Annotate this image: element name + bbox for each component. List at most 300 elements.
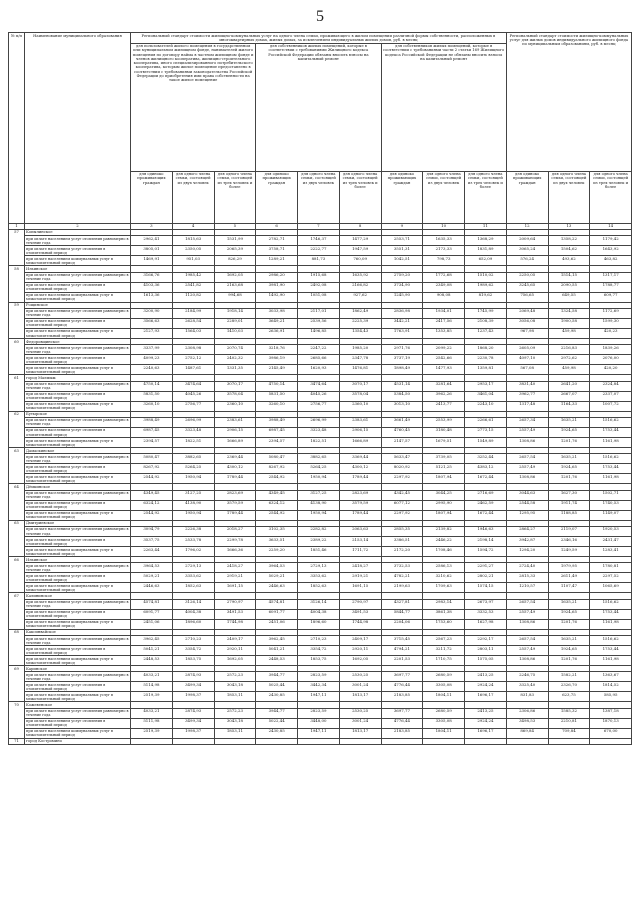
cost-value: 2108,39 xyxy=(465,318,507,328)
cost-value: 3882,65 xyxy=(298,454,340,464)
cost-value: 3986,19 xyxy=(256,355,298,365)
cost-value: 1853,11 xyxy=(214,728,256,738)
cost-value: 1237,43 xyxy=(465,328,507,338)
empty-cell xyxy=(131,738,173,744)
cost-value: 2418,27 xyxy=(214,563,256,573)
municipality-number: 68 xyxy=(9,629,25,665)
payment-mode-label: при оплате населением коммунальных услуг в межотопительный период xyxy=(25,692,131,702)
cost-value: 1692,05 xyxy=(214,272,256,282)
cost-value: 4033,21 xyxy=(131,708,173,718)
cost-value: 1804,11 xyxy=(423,728,465,738)
cost-value: 1744,98 xyxy=(214,619,256,629)
cost-value: 2729,13 xyxy=(298,563,340,573)
table-row xyxy=(9,682,632,692)
payment-mode-label: при оплате населением коммунальных услуг в межотопительный период xyxy=(25,583,131,593)
cost-value: 3127,25 xyxy=(298,490,340,500)
cost-value: 2069,48 xyxy=(506,308,548,318)
payment-mode-label: при оплате населением коммунальных услуг в межотопительный период xyxy=(25,547,131,557)
cost-value: 1679,51 xyxy=(423,438,465,448)
cost-value: 3323,48 xyxy=(172,427,214,437)
payment-mode-label: при оплате населением коммунальных услуг в межотопительный период xyxy=(25,365,131,375)
cost-value: 2446,63 xyxy=(131,583,173,593)
cost-value: 3442,34 xyxy=(298,682,340,692)
cost-value: 1998,37 xyxy=(172,692,214,702)
column-number: 5 xyxy=(214,223,256,229)
cost-value: 2289,01 xyxy=(214,318,256,328)
cost-value: 4574,81 xyxy=(256,599,298,609)
cost-value: 881,73 xyxy=(298,256,340,266)
cost-value: 3218,76 xyxy=(256,345,298,355)
cost-value: 1575,05 xyxy=(465,656,507,666)
cost-value: 1753,44 xyxy=(590,609,632,619)
cost-value: 2557,49 xyxy=(506,646,548,656)
cost-value: 1387,18 xyxy=(590,708,632,718)
table-row xyxy=(9,573,632,583)
cost-value: 463,82 xyxy=(590,256,632,266)
cost-value: 2306,86 xyxy=(506,708,548,718)
table-row xyxy=(9,454,632,464)
payment-mode-label: при оплате населением коммунальных услуг в межотопительный период xyxy=(25,728,131,738)
table-row xyxy=(9,636,632,646)
cost-value: 2291,27 xyxy=(465,563,507,573)
cost-value: 1065,69 xyxy=(590,583,632,593)
cost-value: 4349,45 xyxy=(131,490,173,500)
municipality-name: Рощинское xyxy=(25,302,131,308)
cost-value: 4045,26 xyxy=(298,391,340,401)
cost-value: 2657,54 xyxy=(506,599,548,609)
cost-value: 5114,98 xyxy=(131,682,173,692)
table-row xyxy=(9,526,632,536)
cost-value: 1789,44 xyxy=(339,474,381,484)
header-h1: для одиноко проживающих граждан xyxy=(256,171,298,223)
cost-value: 2557,49 xyxy=(506,609,548,619)
cost-value: 5264,25 xyxy=(172,464,214,474)
cost-value: 1188,85 xyxy=(548,510,590,520)
cost-value: 3180,48 xyxy=(423,427,465,437)
cost-value: 2409,17 xyxy=(339,636,381,646)
table-row xyxy=(9,318,632,328)
empty-cell xyxy=(256,738,298,744)
cost-value: 567,08 xyxy=(506,365,548,375)
table-row xyxy=(9,583,632,593)
cost-value: 3579,59 xyxy=(339,500,381,510)
municipality-name: Дамаскинское xyxy=(25,448,131,454)
cost-value: 3369,44 xyxy=(339,454,381,464)
municipality-number: 65 xyxy=(9,520,25,556)
payment-mode-label: при оплате населением услуг отопления в отопительный период xyxy=(25,246,131,256)
cost-value: 2369,44 xyxy=(214,454,256,464)
cost-value: 1161,98 xyxy=(590,656,632,666)
cost-value: 1564,03 xyxy=(172,328,214,338)
payment-mode-label: при оплате населением услуг отопления в отопительный период xyxy=(25,609,131,619)
cost-value: 1201,76 xyxy=(548,619,590,629)
cost-value: 709,84 xyxy=(548,728,590,738)
payment-mode-label: при оплате населением услуг отопления в отопительный период xyxy=(25,682,131,692)
cost-value: 4045,26 xyxy=(172,391,214,401)
cost-value: 1918,14 xyxy=(214,308,256,318)
cost-value: 951,03 xyxy=(172,256,214,266)
cost-value: 2230,78 xyxy=(465,355,507,365)
cost-value: 4103,36 xyxy=(131,282,173,292)
cost-value: 2216,83 xyxy=(548,345,590,355)
cost-value: 2729,13 xyxy=(172,563,214,573)
cost-value: 1985,20 xyxy=(339,345,381,355)
cost-value: 5264,25 xyxy=(298,464,340,474)
cost-value: 2567,23 xyxy=(423,636,465,646)
cost-value: 1635,21 xyxy=(548,599,590,609)
cost-value: 5029,21 xyxy=(131,573,173,583)
cost-value: 1359,81 xyxy=(465,365,507,375)
cost-value: 1531,99 xyxy=(214,236,256,246)
cost-value: 1853,11 xyxy=(214,692,256,702)
cost-value: 3491,53 xyxy=(339,609,381,619)
cost-value: 3070,17 xyxy=(339,381,381,391)
cost-value: 1839,26 xyxy=(590,345,632,355)
cost-value: 3944,77 xyxy=(256,672,298,682)
payment-mode-label: при оплате населением услуг отопления в отопительный период xyxy=(25,718,131,728)
cost-value: 3211,72 xyxy=(423,646,465,656)
table-row xyxy=(9,381,632,391)
cost-value: 1763,91 xyxy=(381,328,423,338)
cost-value: 3715,45 xyxy=(381,636,423,646)
header-municipality: Наименование муниципального образования xyxy=(25,33,131,224)
cost-value: 420,23 xyxy=(590,328,632,338)
empty-cell xyxy=(381,738,423,744)
cost-value: 2324,84 xyxy=(590,381,632,391)
cost-value: 2519,39 xyxy=(131,728,173,738)
cost-value: 2553,71 xyxy=(381,236,423,246)
cost-value: 1934,01 xyxy=(423,308,465,318)
cost-value: 1868,20 xyxy=(465,345,507,355)
cost-value: 3988,49 xyxy=(256,417,298,427)
municipality-name: Дёмкинское xyxy=(25,484,131,490)
cost-value: 2544,92 xyxy=(131,474,173,484)
cost-value: 1510,02 xyxy=(465,272,507,282)
cost-value: 1946,63 xyxy=(465,526,507,536)
cost-value: 1358,22 xyxy=(548,236,590,246)
cost-value: 908,08 xyxy=(423,292,465,302)
cost-value: 6324,12 xyxy=(256,500,298,510)
header-owners-with-capital-repair: для собственников жилых помещений, которые в соответствии с требованиями Жилищного кодекса Российской Федерации обязаны вносить взносы на капитальный ремонт xyxy=(256,43,381,171)
column-number: 9 xyxy=(381,223,423,229)
cost-value: 1635,92 xyxy=(339,272,381,282)
cost-value: 3861,38 xyxy=(423,609,465,619)
cost-value: 420,20 xyxy=(590,365,632,375)
municipality-number: 62 xyxy=(9,411,25,447)
cost-value: 2145,49 xyxy=(256,365,298,375)
cost-value: 6324,12 xyxy=(131,500,173,510)
table-row xyxy=(9,401,632,411)
cost-value: 3944,77 xyxy=(256,708,298,718)
cost-value: 2530,25 xyxy=(339,672,381,682)
table-row xyxy=(9,510,632,520)
table-row xyxy=(9,464,632,474)
payment-mode-label: при оплате населением услуг отопления равномерно в течение года xyxy=(26,527,129,536)
cost-value: 2541,82 xyxy=(172,282,214,292)
cost-value: 1007,72 xyxy=(590,401,632,411)
cost-value: 5831,50 xyxy=(256,391,298,401)
table-row xyxy=(9,474,632,484)
cost-value: 2250,05 xyxy=(506,272,548,282)
cost-value: 3942,87 xyxy=(506,537,548,547)
cost-value: 1753,44 xyxy=(590,464,632,474)
cost-value: 1950,94 xyxy=(298,474,340,484)
payment-mode-label: при оплате населением услуг отопления в отопительный период xyxy=(25,573,131,583)
cost-value: 5384,50 xyxy=(381,391,423,401)
page-number: 5 xyxy=(316,8,324,25)
cost-value: 1853,75 xyxy=(298,656,340,666)
cost-value: 3166,76 xyxy=(131,272,173,282)
cost-value: 3281,64 xyxy=(423,381,465,391)
cost-value: 760,09 xyxy=(339,256,381,266)
cost-value: 2906,15 xyxy=(214,427,256,437)
cost-value: 2855,35 xyxy=(381,526,423,536)
cost-value: 3442,21 xyxy=(381,318,423,328)
cost-value: 4097,10 xyxy=(506,355,548,365)
header-h3: для одного члена семьи, состоящей из трех человек и более xyxy=(465,171,507,223)
cost-value: 3474,64 xyxy=(298,381,340,391)
cost-value: 5080,47 xyxy=(131,454,173,464)
cost-value: 2448,53 xyxy=(131,656,173,666)
cost-value: 2680,59 xyxy=(423,708,465,718)
cost-value: 2147,57 xyxy=(381,438,423,448)
cost-value: 2299,78 xyxy=(214,537,256,547)
municipality-number: 59 xyxy=(9,302,25,338)
cost-value: 3252,44 xyxy=(465,454,507,464)
cost-value: 1692,05 xyxy=(339,656,381,666)
cost-value: 2823,59 xyxy=(298,672,340,682)
municipality-number: 66 xyxy=(9,557,25,593)
cost-value: 2657,54 xyxy=(506,454,548,464)
table-row xyxy=(9,537,632,547)
cost-value: 1851,46 xyxy=(298,547,340,557)
header-h2: для одного члена семьи, состоящей из двух человек xyxy=(423,171,465,223)
cost-value: 3353,62 xyxy=(172,573,214,583)
header-h2: для одного члена семьи, состоящей из двух человек xyxy=(172,171,214,223)
cost-value: 1744,98 xyxy=(339,619,381,629)
cost-value: 1813,17 xyxy=(339,728,381,738)
cost-value: 3001,24 xyxy=(339,682,381,692)
cost-value: 3332,53 xyxy=(465,609,507,619)
payment-mode-label: при оплате населением услуг отопления в отопительный период xyxy=(25,464,131,474)
cost-value: 2383,61 xyxy=(339,417,381,427)
cost-value: 1853,75 xyxy=(172,656,214,666)
cost-value: 3537,75 xyxy=(131,537,173,547)
cost-value: 2803,11 xyxy=(465,646,507,656)
table-row xyxy=(9,547,632,557)
cost-value: 1317,48 xyxy=(506,401,548,411)
cost-value: 2451,06 xyxy=(256,619,298,629)
cost-value: 3962,77 xyxy=(506,391,548,401)
cost-value: 6091,77 xyxy=(256,609,298,619)
municipality-number: 67 xyxy=(9,593,25,629)
cost-value: 4782,21 xyxy=(381,573,423,583)
cost-value: 4099,23 xyxy=(131,355,173,365)
cost-value: 869,84 xyxy=(506,728,548,738)
payment-mode-label: при оплате населением услуг отопления в отопительный период xyxy=(25,646,131,656)
payment-mode-label: при оплате населением услуг отопления равномерно в течение года xyxy=(26,672,129,681)
cost-value: 1324,58 xyxy=(548,308,590,318)
header-individual-houses: Региональный стандарт стоимости жилищно-коммунальных услуг для жилых домов индивидуального жилищного фонда по муниципальным образованиям, руб. в месяц xyxy=(506,33,631,172)
cost-value: 1594,72 xyxy=(465,547,507,557)
payment-mode-label: при оплате населением коммунальных услуг в межотопительный период xyxy=(25,619,131,629)
cost-value: 2696,99 xyxy=(298,417,340,427)
cost-value: 1283,41 xyxy=(590,547,632,557)
cost-value: 8267,92 xyxy=(256,464,298,474)
cost-value: 2530,25 xyxy=(339,708,381,718)
cost-value: 2166,82 xyxy=(339,282,381,292)
cost-value: 1985,42 xyxy=(172,272,214,282)
header-h2: для одного члена семьи, состоящей из двух человек xyxy=(548,171,590,223)
cost-value: 1696,17 xyxy=(465,728,507,738)
cost-value: 3491,53 xyxy=(214,609,256,619)
payment-mode-label: при оплате населением услуг отопления равномерно в течение года xyxy=(26,273,129,282)
cost-value: 927,62 xyxy=(339,292,381,302)
cost-value: 1950,94 xyxy=(172,510,214,520)
payment-mode-label: при оплате населением услуг отопления равномерно в течение года xyxy=(26,600,129,609)
cost-value: 5633,47 xyxy=(381,454,423,464)
cost-value: 1947,11 xyxy=(298,728,340,738)
cost-value: 3474,64 xyxy=(172,381,214,391)
column-number: 11 xyxy=(465,223,507,229)
cost-value: 4383,12 xyxy=(465,464,507,474)
cost-value: 652,09 xyxy=(465,256,507,266)
cost-value: 1740,53 xyxy=(590,500,632,510)
cost-value: 1852,63 xyxy=(298,583,340,593)
cost-value: 3200,90 xyxy=(131,308,173,318)
cost-value: 2326,70 xyxy=(548,682,590,692)
cost-value: 1789,44 xyxy=(214,510,256,520)
table-row xyxy=(9,417,632,427)
cost-value: 3127,25 xyxy=(172,490,214,500)
cost-value: 3739,05 xyxy=(423,454,465,464)
cost-value: 2611,49 xyxy=(548,573,590,583)
cost-value: 2183,85 xyxy=(381,728,423,738)
cost-value: 1492,90 xyxy=(256,292,298,302)
cost-value: 3964,53 xyxy=(256,563,298,573)
cost-value: 4342,45 xyxy=(381,490,423,500)
cost-value: 2282,82 xyxy=(298,526,340,536)
column-number: 10 xyxy=(423,223,465,229)
cost-value: 3210,62 xyxy=(423,573,465,583)
municipality-name: Копылинское xyxy=(25,229,131,235)
cost-value: 2724,40 xyxy=(506,563,548,573)
cost-value: 1692,05 xyxy=(214,656,256,666)
payment-mode-label: при оплате населением услуг отопления равномерно в течение года xyxy=(26,382,129,391)
payment-mode-label: при оплате населением услуг отопления в отопительный период xyxy=(25,318,131,328)
cost-value: 1161,98 xyxy=(590,474,632,484)
cost-value: 819,62 xyxy=(465,292,507,302)
cost-value: 2430,85 xyxy=(256,692,298,702)
cost-value: 4776,44 xyxy=(381,718,423,728)
payment-mode-label: при оплате населением коммунальных услуг в межотопительный период xyxy=(25,256,131,266)
cost-value: 1308,86 xyxy=(506,619,548,629)
cost-value: 3579,59 xyxy=(214,500,256,510)
cost-value: 6077,12 xyxy=(381,500,423,510)
cost-value: 1780,81 xyxy=(590,563,632,573)
cost-value: 2983,14 xyxy=(423,599,465,609)
cost-value: 2782,71 xyxy=(256,236,298,246)
cost-value: 2544,92 xyxy=(256,510,298,520)
empty-cell xyxy=(339,738,381,744)
cost-value: 1410,03 xyxy=(214,328,256,338)
cost-value: 1753,60 xyxy=(423,619,465,629)
cost-value: 1477,29 xyxy=(339,236,381,246)
cost-value: 3065,24 xyxy=(506,246,548,256)
cost-value: 2636,91 xyxy=(256,328,298,338)
payment-mode-label: при оплате населением услуг отопления в отопительный период xyxy=(25,500,131,510)
cost-value: 1051,08 xyxy=(298,292,340,302)
cost-value: 3805,01 xyxy=(131,246,173,256)
table-row xyxy=(9,365,632,375)
cost-value: 1502,71 xyxy=(590,490,632,500)
municipality-number: 63 xyxy=(9,448,25,484)
cost-value: 2716,69 xyxy=(465,490,507,500)
cost-value: 1924,65 xyxy=(548,609,590,619)
cost-value: 1516,62 xyxy=(590,454,632,464)
column-number: 1 xyxy=(9,223,25,229)
cost-value: 4794,21 xyxy=(381,646,423,656)
cost-value: 459,98 xyxy=(548,365,590,375)
empty-cell xyxy=(214,738,256,744)
column-number: 6 xyxy=(256,223,298,229)
table-row xyxy=(9,256,632,266)
cost-value: 2063,63 xyxy=(339,526,381,536)
cost-value: 3551,31 xyxy=(381,246,423,256)
cost-value: 1574,15 xyxy=(465,583,507,593)
table-row xyxy=(9,609,632,619)
cost-value: 3260,10 xyxy=(256,401,298,411)
cost-value: 2117,01 xyxy=(298,308,340,318)
cost-value: 3102,35 xyxy=(256,526,298,536)
cost-value: 3981,90 xyxy=(256,282,298,292)
payment-mode-label: при оплате населением услуг отопления в отопительный период xyxy=(25,427,131,437)
cost-value: 3354,72 xyxy=(172,646,214,656)
column-number: 8 xyxy=(339,223,381,229)
empty-cell xyxy=(506,738,548,744)
cost-value: 5844,77 xyxy=(381,609,423,619)
payment-mode-label: при оплате населением услуг отопления равномерно в течение года xyxy=(26,309,129,318)
empty-cell xyxy=(590,738,632,744)
cost-value: 1476,81 xyxy=(339,365,381,375)
cost-value: 1161,98 xyxy=(590,619,632,629)
cost-value: 1149,07 xyxy=(590,510,632,520)
municipality-name: Ильинское xyxy=(25,557,131,563)
municipality-name: город Костромино xyxy=(25,738,131,744)
cost-value: 1289,21 xyxy=(256,256,298,266)
cost-value: 1363,67 xyxy=(590,672,632,682)
cost-value: 2657,34 xyxy=(506,417,548,427)
table-row xyxy=(9,718,632,728)
payment-mode-label: при оплате населением услуг отопления в отопительный период xyxy=(25,355,131,365)
cost-value: 2586,13 xyxy=(423,563,465,573)
cost-value: 1477,93 xyxy=(423,365,465,375)
cost-value: 2557,49 xyxy=(506,427,548,437)
cost-value: 3962,26 xyxy=(423,391,465,401)
cost-value: 3633,51 xyxy=(256,537,298,547)
cost-value: 3697,77 xyxy=(381,672,423,682)
column-number: 7 xyxy=(298,223,340,229)
municipality-number: 71 xyxy=(9,738,25,744)
cost-value: 2962,41 xyxy=(131,236,173,246)
table-row xyxy=(9,391,632,401)
cost-value: 2183,85 xyxy=(381,692,423,702)
cost-value: 3353,62 xyxy=(298,573,340,583)
cost-value: 2448,53 xyxy=(256,656,298,666)
cost-value: 1924,65 xyxy=(548,646,590,656)
cost-value: 1516,62 xyxy=(590,636,632,646)
cost-value: 3578,04 xyxy=(339,391,381,401)
